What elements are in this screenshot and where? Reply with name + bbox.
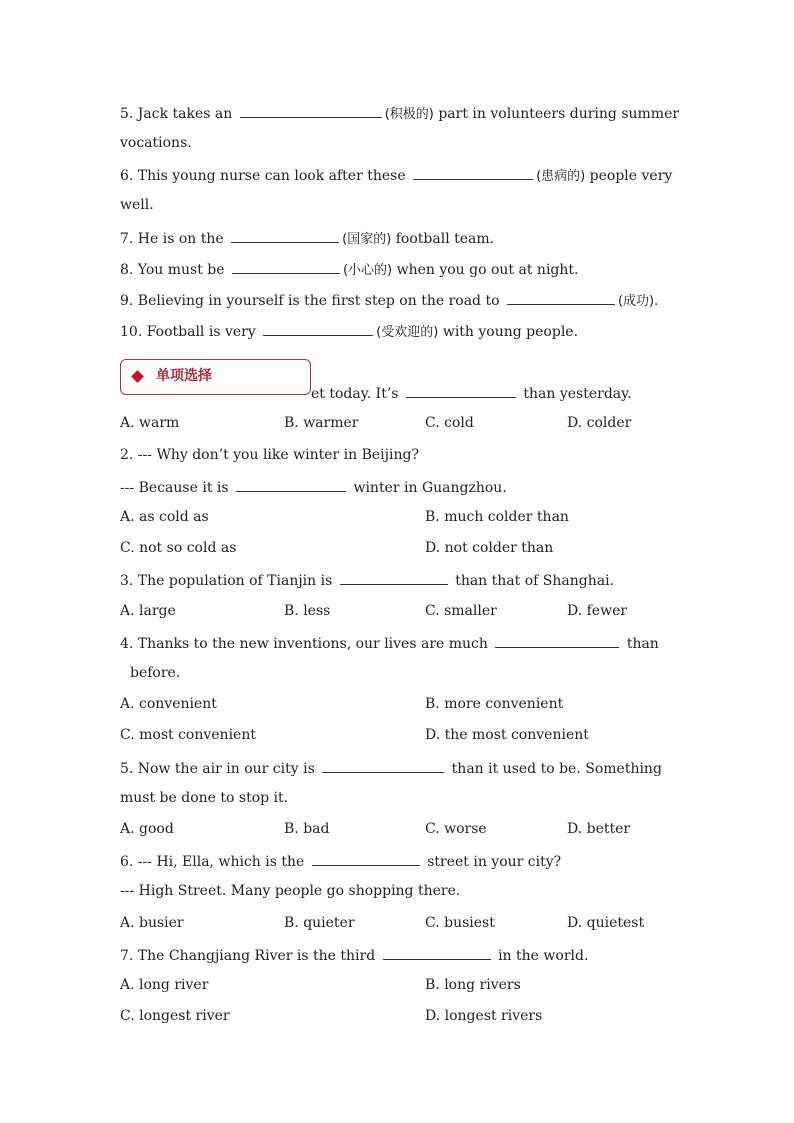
fill-q9-line (120, 290, 658, 311)
section-title: 单项选择 (156, 368, 212, 384)
fill-q6-blank[interactable] (413, 165, 533, 180)
fill-q5-text-after: part in volunteers during summer (438, 106, 680, 122)
fill-q6-text-after: people very (589, 168, 673, 184)
fill-q8-text-after: when you go out at night. (396, 262, 579, 278)
mc-q1-option-a[interactable]: A. warm (120, 415, 180, 431)
fill-q10-blank[interactable] (263, 321, 373, 336)
mc-q5-option-d[interactable]: D. better (567, 821, 631, 837)
mc-q7-option-d[interactable]: D. longest rivers (425, 1008, 543, 1024)
fill-q9-hint: (成功). (617, 294, 659, 309)
fill-q5-hint: (积极的) (384, 107, 434, 122)
mc-q2-option-b[interactable]: B. much colder than (425, 509, 569, 525)
mc-q2-line2 (120, 477, 507, 497)
mc-q4-line1 (120, 633, 659, 653)
mc-q2-blank[interactable] (236, 477, 346, 492)
mc-q5-blank[interactable] (322, 758, 444, 773)
fill-q6-line1 (120, 165, 672, 186)
fill-q9-text: 9. Believing in yourself is the first step on the road to (120, 293, 500, 309)
fill-q6-hint: (患病的) (536, 169, 586, 184)
mc-q4-line2: before. (130, 665, 181, 681)
mc-q7-line (120, 945, 588, 965)
mc-q4-option-a[interactable]: A. convenient (120, 696, 217, 712)
mc-q1-option-d[interactable]: D. colder (567, 415, 632, 431)
mc-q4-blank[interactable] (495, 633, 619, 648)
mc-q1-text: et today. It’s (311, 386, 399, 402)
mc-q2-reply: --- Because it is (120, 480, 229, 496)
fill-q7-line (120, 228, 494, 249)
mc-q2-option-a[interactable]: A. as cold as (120, 509, 209, 525)
mc-q4-text: 4. Thanks to the new inventions, our lives are much (120, 636, 488, 652)
fill-q6-line2: well. (120, 197, 154, 213)
mc-q1-option-b[interactable]: B. warmer (284, 415, 359, 431)
mc-q4-option-b[interactable]: B. more convenient (425, 696, 564, 712)
mc-q3-option-c[interactable]: C. smaller (425, 603, 497, 619)
mc-q3-blank[interactable] (340, 570, 448, 585)
mc-q2-reply-after: winter in Guangzhou. (353, 480, 507, 496)
fill-q9-blank[interactable] (507, 290, 615, 305)
mc-q2-stem: 2. --- Why don’t you like winter in Beijing? (120, 447, 419, 463)
mc-q5-text: 5. Now the air in our city is (120, 761, 315, 777)
fill-q8-hint: (小心的) (342, 263, 393, 278)
mc-q1-line (311, 383, 632, 403)
mc-q4-option-c[interactable]: C. most convenient (120, 727, 256, 743)
fill-q10-text: 10. Football is very (120, 324, 256, 340)
mc-q7-option-a[interactable]: A. long river (120, 977, 209, 993)
mc-q2-option-d[interactable]: D. not colder than (425, 540, 554, 556)
mc-q7-option-c[interactable]: C. longest river (120, 1008, 230, 1024)
fill-q7-text-after: football team. (395, 231, 495, 247)
mc-q6-line2: --- High Street. Many people go shopping there. (120, 883, 461, 899)
mc-q1-text-after: than yesterday. (523, 386, 632, 402)
mc-q3-option-a[interactable]: A. large (120, 603, 176, 619)
mc-q6-option-d[interactable]: D. quietest (567, 915, 645, 931)
mc-q1-option-c[interactable]: C. cold (425, 415, 474, 431)
mc-q3-text: 3. The population of Tianjin is (120, 573, 333, 589)
fill-q10-text-after: with young people. (442, 324, 579, 340)
mc-q4-text-after: than (626, 636, 659, 652)
mc-q7-blank[interactable] (383, 945, 491, 960)
mc-q5-text-after: than it used to be. Something (451, 761, 662, 777)
fill-q7-text: 7. He is on the (120, 231, 224, 247)
mc-q6-blank[interactable] (312, 851, 420, 866)
fill-q7-blank[interactable] (231, 228, 339, 243)
mc-q7-text-after: in the world. (498, 948, 589, 964)
mc-q3-line (120, 570, 614, 590)
fill-q5-line1 (120, 103, 679, 124)
mc-q6-text-after: street in your city? (427, 854, 562, 870)
mc-q7-text: 7. The Changjiang River is the third (120, 948, 376, 964)
mc-q7-option-b[interactable]: B. long rivers (425, 977, 521, 993)
mc-q6-option-b[interactable]: B. quieter (284, 915, 355, 931)
mc-q5-line1 (120, 758, 662, 778)
mc-q4-option-d[interactable]: D. the most convenient (425, 727, 589, 743)
mc-q6-text: 6. --- Hi, Ella, which is the (120, 854, 305, 870)
mc-q2-option-c[interactable]: C. not so cold as (120, 540, 237, 556)
mc-q1-blank[interactable] (406, 383, 516, 398)
mc-q5-option-c[interactable]: C. worse (425, 821, 487, 837)
mc-q6-option-c[interactable]: C. busiest (425, 915, 495, 931)
mc-q6-line1 (120, 851, 561, 871)
fill-q5-line2: vocations. (120, 135, 192, 151)
fill-q7-hint: (国家的) (342, 232, 392, 247)
section-header-box (120, 359, 311, 395)
fill-q10-line (120, 321, 578, 342)
fill-q5-blank[interactable] (240, 103, 382, 118)
fill-q8-blank[interactable] (232, 259, 340, 274)
fill-q8-line (120, 259, 578, 280)
mc-q3-text-after: than that of Shanghai. (455, 573, 614, 589)
mc-q5-line2: must be done to stop it. (120, 790, 289, 806)
fill-q6-text: 6. This young nurse can look after these (120, 168, 406, 184)
mc-q3-option-b[interactable]: B. less (284, 603, 331, 619)
fill-q5-text: 5. Jack takes an (120, 106, 233, 122)
mc-q5-option-b[interactable]: B. bad (284, 821, 330, 837)
fill-q8-text: 8. You must be (120, 262, 225, 278)
mc-q3-option-d[interactable]: D. fewer (567, 603, 628, 619)
fill-q10-hint: (受欢迎的) (376, 325, 439, 340)
mc-q5-option-a[interactable]: A. good (120, 821, 174, 837)
mc-q6-option-a[interactable]: A. busier (120, 915, 184, 931)
